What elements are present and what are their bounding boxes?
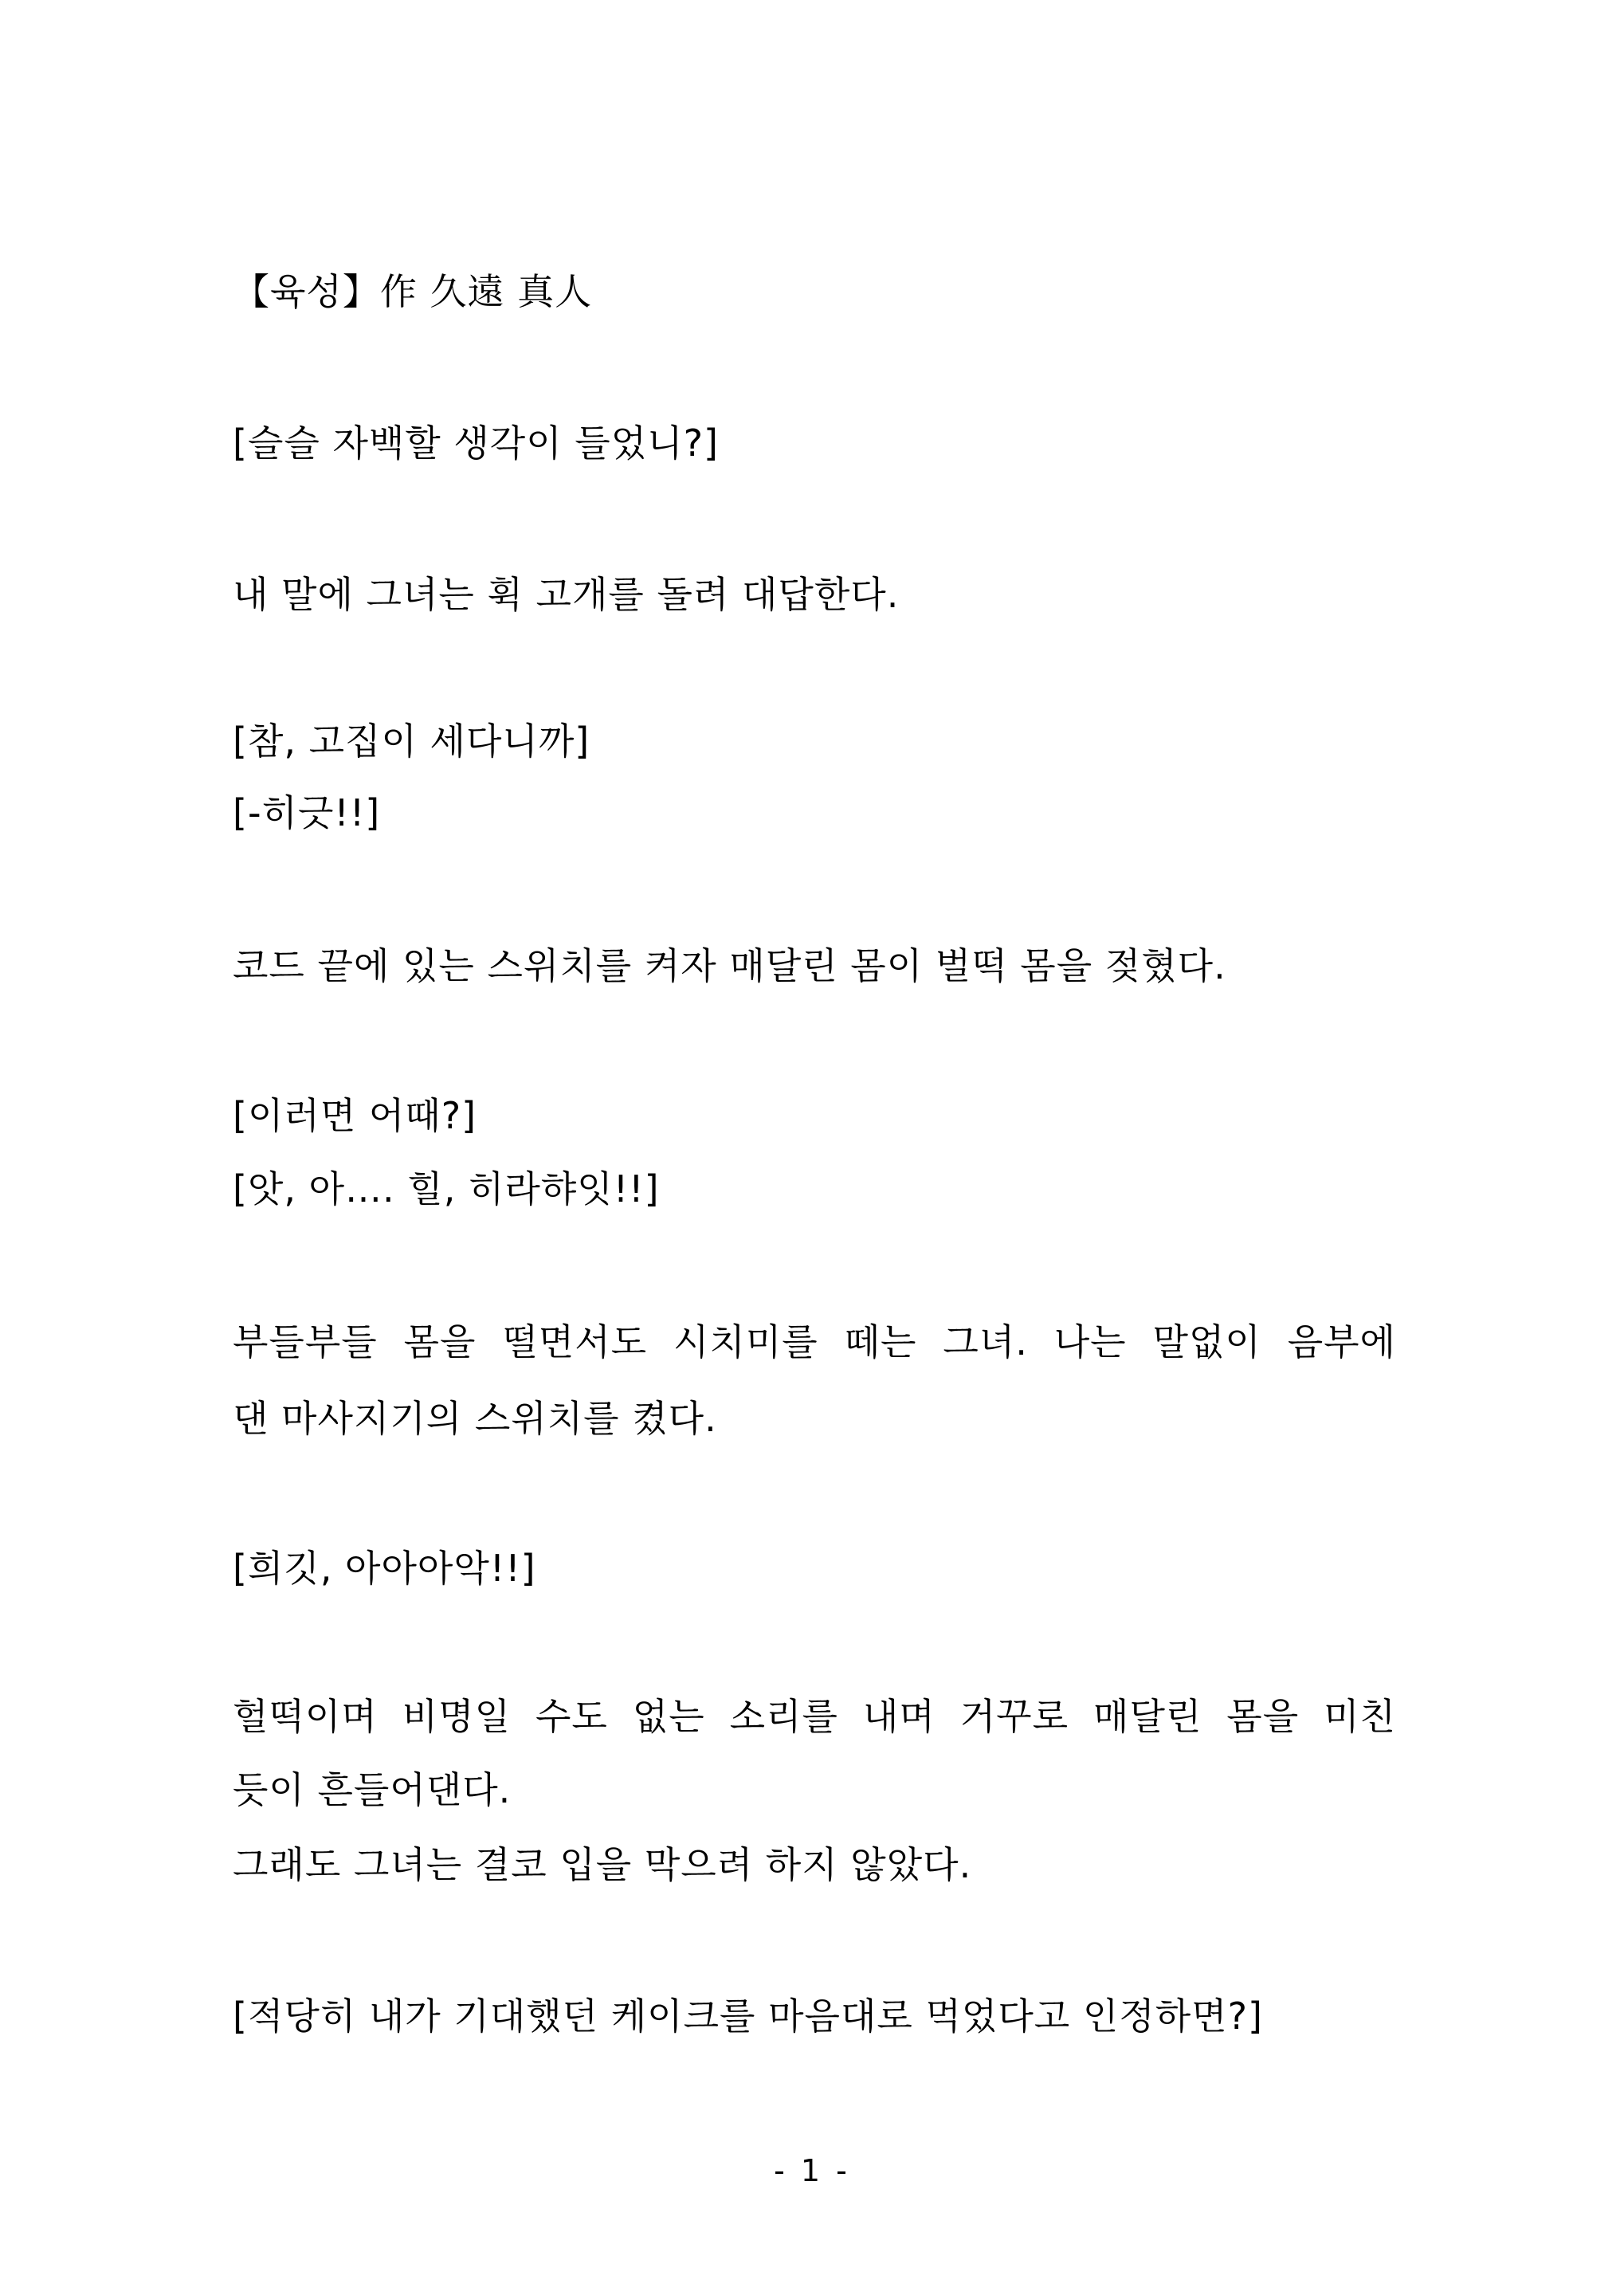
text-line: 듯이 흔들어댄다.	[233, 1768, 512, 1811]
text-line: [-히긋!!]	[233, 791, 381, 834]
text-line: 헐떡이며 비명일 수도 없는 소리를 내며 거꾸로 매달린 몸을 미친	[233, 1695, 1396, 1738]
text-line: 그래도 그녀는 결코 입을 막으려 하지 않았다.	[233, 1843, 972, 1886]
title-line: 【육성】作 久遠 真人	[233, 270, 593, 313]
text-line: [적당히 내가 기대했던 케이크를 마음대로 먹었다고 인정하면?]	[233, 1995, 1263, 2038]
text-line: 댄 마사지기의 스위치를 켰다.	[233, 1397, 717, 1440]
text-line: [이러면 어때?]	[233, 1094, 477, 1137]
page-number: - 1 -	[774, 2153, 850, 2188]
text-line: [희깃, 아아아악!!]	[233, 1547, 536, 1590]
text-line: [앗, 아…. 힐, 히라햐잇!!]	[233, 1167, 660, 1210]
text-line: [참, 고집이 세다니까]	[233, 720, 590, 763]
text-line: [슬슬 자백할 생각이 들었니?]	[233, 422, 719, 465]
text-line: 내 말에 그녀는 휙 고개를 돌려 대답한다.	[233, 573, 900, 616]
text-line: 부들부들 몸을 떨면서도 시치미를 떼는 그녀. 나는 말없이 음부에	[233, 1320, 1396, 1363]
text-line: 코드 끝에 있는 스위치를 켜자 매달린 몸이 벌떡 몸을 젖혔다.	[233, 944, 1226, 987]
